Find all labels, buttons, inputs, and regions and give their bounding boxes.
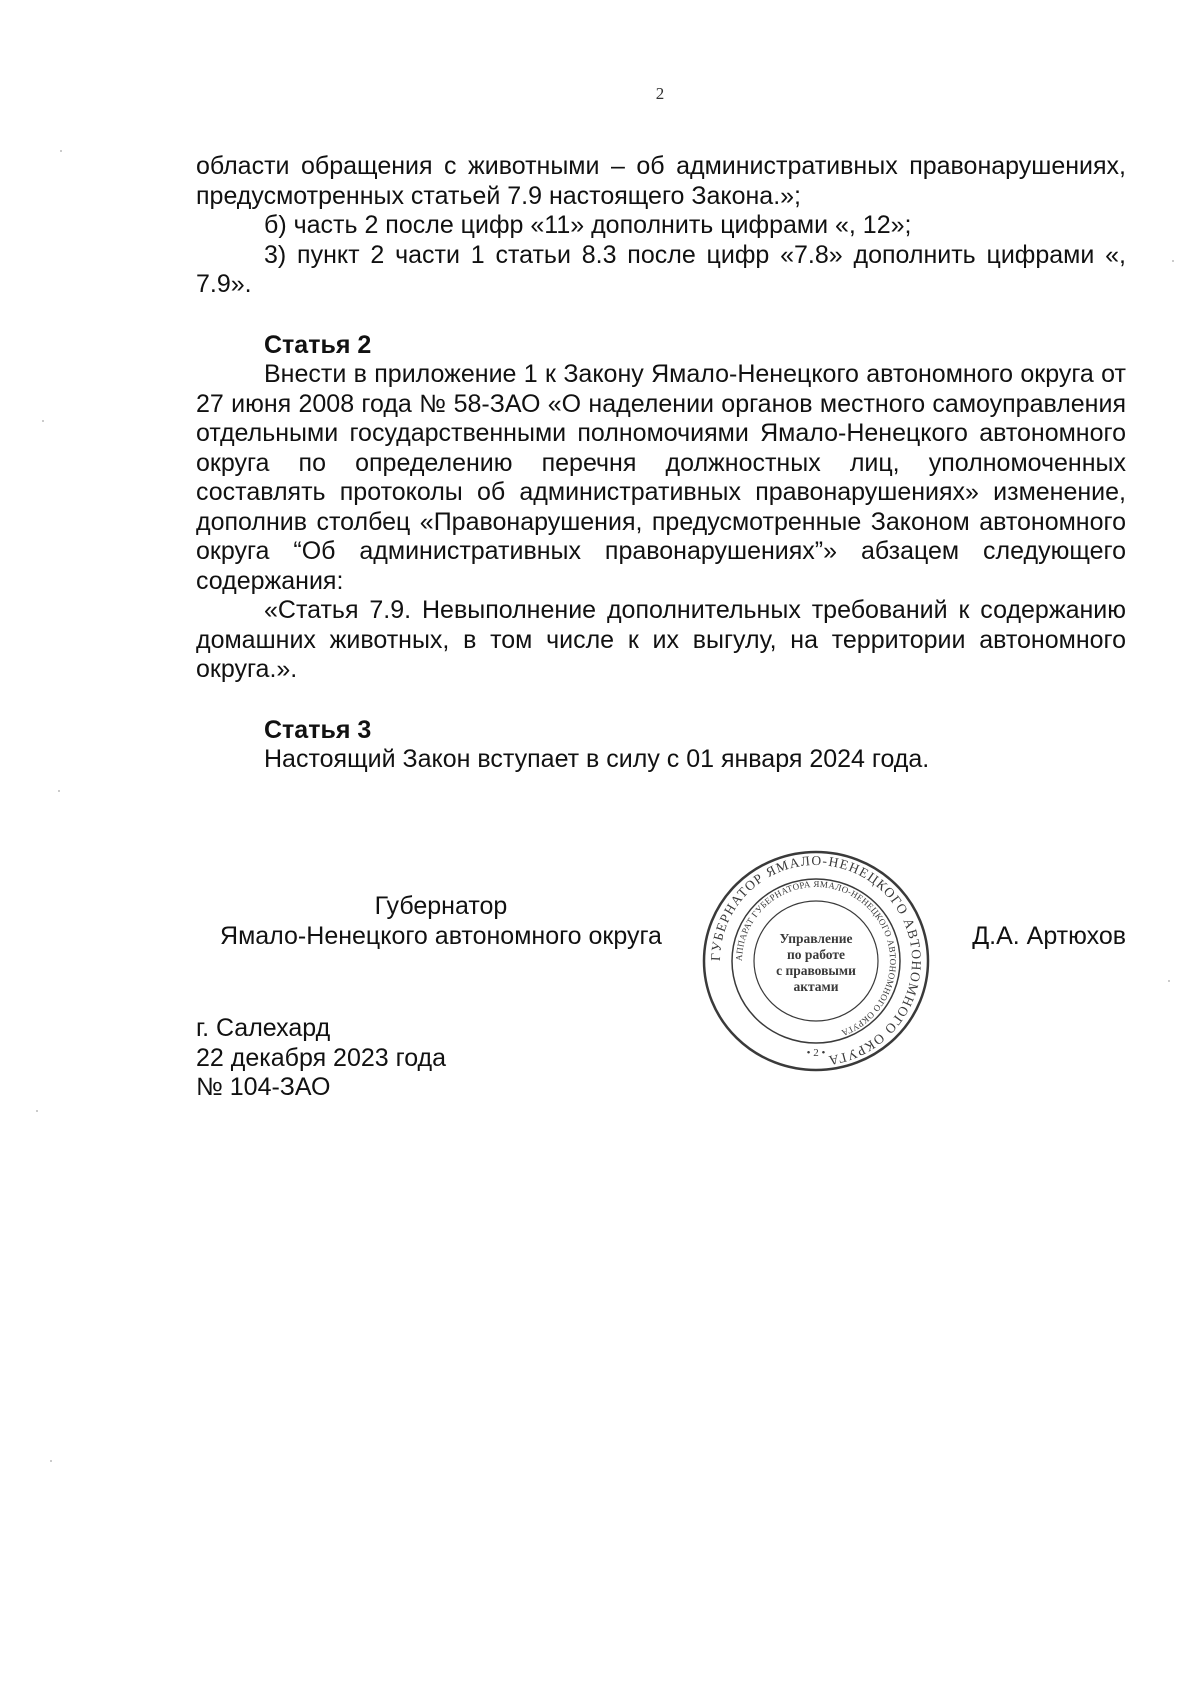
page-number: 2: [655, 84, 665, 103]
official-seal: [700, 848, 932, 1074]
svg-text:ГУБЕРНАТОР ЯМАЛО-НЕНЕЦКОГО АВТ: ГУБЕРНАТОР ЯМАЛО-НЕНЕЦКОГО АВТОНОМНОГО ОКРУГА: [707, 852, 925, 1069]
article-3-heading: Статья 3: [264, 715, 372, 744]
footer-block: [196, 1014, 446, 1103]
document-body: [196, 152, 1126, 775]
article-2-text: Внести в приложение 1 к Закону Ямало-Ненецкого автономного округа от 27 июня 2008 года № 58-ЗАО «О наделении органов местного самоуправления отдельными государственными полномочиями Ямало-Ненецкого автономного округа по определению перечня должностных лиц, уполномоченных составлять протоколы об административных правонарушениях» изменение, дополнив столбец «Правонарушения, предусмотренные Законом автономного округа “Об административных правонарушениях”» абзацем следующего содержания:: [196, 360, 1126, 595]
signatory-title: [196, 892, 686, 951]
signatory-title-line2: Ямало-Ненецкого автономного округа: [220, 921, 662, 950]
article-2-heading: Статья 2: [264, 330, 372, 359]
signatory-title-line1: Губернатор: [374, 892, 508, 920]
seal-center-line: с правовыми: [776, 963, 856, 978]
footer-date: 22 декабря 2023 года: [196, 1043, 447, 1072]
footer-city: г. Салехард: [196, 1014, 331, 1042]
paragraph-item-b: б) часть 2 после цифр «11» дополнить цифрами «, 12»;: [264, 211, 912, 239]
svg-text:АППАРАТ ГУБЕРНАТОРА ЯМАЛО-НЕНЕ: АППАРАТ ГУБЕРНАТОРА ЯМАЛО-НЕНЕЦКОГО АВТОНОМНОГО ОКРУГА: [733, 878, 899, 1039]
paragraph-continuation: области обращения с животными – об административных правонарушениях, предусмотренных статьей 7.9 настоящего Закона.»;: [196, 152, 1126, 210]
seal-center-line: по работе: [787, 947, 845, 962]
signatory-name: Д.А. Артюхов: [972, 921, 1126, 950]
article-3-text: Настоящий Закон вступает в силу с 01 января 2024 года.: [264, 745, 930, 773]
seal-center-line: Управление: [779, 931, 853, 946]
seal-center-line: актами: [793, 979, 839, 994]
footer-law-number: № 104-ЗАО: [196, 1073, 331, 1101]
svg-text:• 2 •: • 2 •: [806, 1047, 826, 1059]
paragraph-item-3: 3) пункт 2 части 1 статьи 8.3 после цифр «7.8» дополнить цифрами «, 7.9».: [196, 240, 1126, 298]
article-2-quote: «Статья 7.9. Невыполнение дополнительных требований к содержанию домашних животных, в том числе к их выгулу, на территории автономного округа.».: [196, 596, 1126, 683]
